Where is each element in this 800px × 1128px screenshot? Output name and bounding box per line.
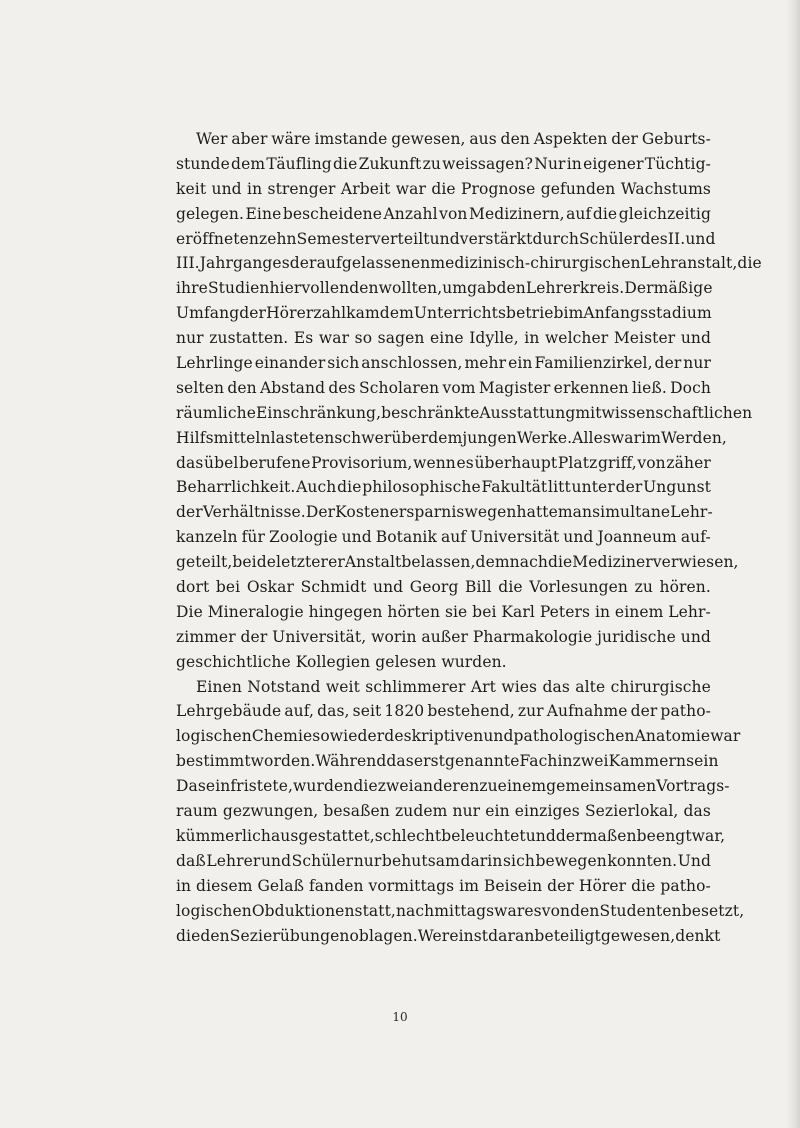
page-edge-shadow — [786, 0, 800, 1128]
text-line: ihre Studien hier vollenden wollten, umgab den Lehrerkreis. Der mäßige — [176, 279, 713, 298]
text-line: bestimmt worden. Während das erstgenannte Fach in zwei Kammern sein — [176, 752, 719, 771]
text-line: das übel berufene Provisorium, wenn es überhaupt Platz griff, von zäher — [176, 453, 711, 472]
text-line: Lehrgebäude auf, das, seit 1820 bestehend, zur Aufnahme der patho- — [176, 702, 711, 721]
text-line: kanzeln für Zoologie und Botanik auf Universität und Joanneum auf- — [176, 528, 711, 547]
text-line: der Verhältnisse. Der Kostenersparnis wegen hatte man simultane Lehr- — [176, 503, 713, 522]
text-line: Die Mineralogie hingegen hörten sie bei Karl Peters in einem Lehr- — [176, 602, 711, 621]
text-line: gelegen. Eine bescheidene Anzahl von Medizinern, auf die gleichzeitig — [176, 204, 711, 223]
text-line: eröffneten zehn Semester verteilt und verstärkt durch Schüler des II. und — [176, 229, 716, 248]
text-line: die den Sezierübungen oblagen. Wer einst daran beteiligt gewesen, denkt — [176, 926, 721, 945]
text-line: kümmerlich ausgestattet, schlecht beleuchtet und dermaßen beengt war, — [176, 826, 726, 845]
text-line: Lehrlinge einander sich anschlossen, mehr ein Familienzirkel, der nur — [176, 354, 711, 373]
text-line: geschichtliche Kollegien gelesen wurden. — [176, 652, 507, 671]
text-line: nur zustatten. Es war so sagen eine Idylle, in welcher Meister und — [176, 329, 711, 348]
text-line: räumliche Einschränkung, beschränkte Ausstattung mit wissenschaftlichen — [176, 403, 753, 422]
paragraph-2 — [176, 675, 745, 949]
text-line: keit und in strenger Arbeit war die Prognose gefunden Wachstums — [176, 179, 711, 198]
text-line: logischen Chemie sowie der deskriptiven und pathologischen Anatomie war — [176, 727, 741, 746]
paragraph-1 — [176, 127, 762, 675]
text-line: Hilfsmitteln lasteten schwer über dem jungen Werke. Alles war im Werden, — [176, 428, 727, 447]
text-line: raum gezwungen, besaßen zudem nur ein einziges Sezierlokal, das — [176, 802, 711, 821]
text-line: stunde dem Täufling die Zukunft zu weissagen? Nur in eigener Tüchtig- — [176, 154, 711, 173]
text-line: selten den Abstand des Scholaren vom Magister erkennen ließ. Doch — [176, 378, 711, 397]
page-number: 10 — [392, 1010, 408, 1024]
text-line: zimmer der Universität, worin außer Pharmakologie juridische und — [176, 627, 711, 646]
text-line: Dasein fristete, wurden die zwei anderen zu einem gemeinsamen Vortrags- — [176, 777, 730, 796]
text-line: geteilt, beide letzterer Anstalt belassen, demnach die Mediziner verwiesen, — [176, 553, 739, 572]
text-line: Beharrlichkeit. Auch die philosophische Fakultät litt unter der Ungunst — [176, 478, 711, 497]
text-line: Umfang der Hörerzahl kam dem Unterrichtsbetrieb im Anfangsstadium — [176, 304, 712, 323]
text-line: Einen Notstand weit schlimmerer Art wies das alte chirurgische — [196, 677, 711, 696]
text-line: dort bei Oskar Schmidt und Georg Bill die Vorlesungen zu hören. — [176, 578, 711, 597]
text-line: III. Jahrganges der aufgelassenen medizinisch-chirurgischen Lehranstalt, die — [176, 254, 762, 273]
body-text — [176, 127, 762, 948]
text-line: Wer aber wäre imstande gewesen, aus den Aspekten der Geburts- — [196, 130, 711, 148]
text-line: in diesem Gelaß fanden vormittags im Beisein der Hörer die patho- — [176, 876, 711, 895]
text-line: logischen Obduktionen statt, nachmittags war es von den Studenten besetzt, — [176, 901, 745, 920]
text-line: daß Lehrer und Schüler nur behutsam darin sich bewegen konnten. Und — [176, 851, 711, 870]
